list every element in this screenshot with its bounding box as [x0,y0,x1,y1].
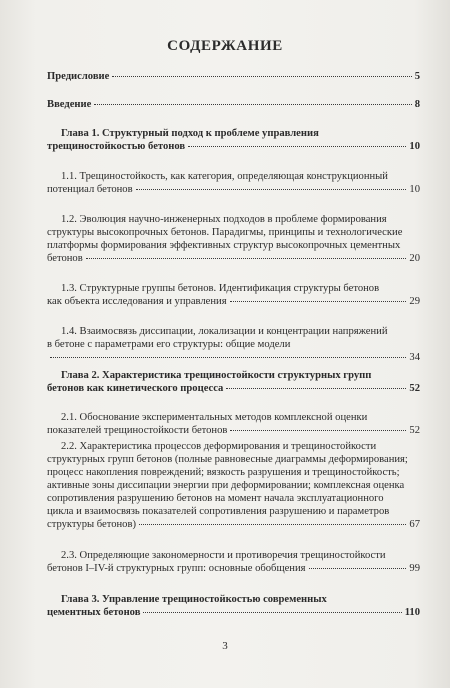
toc-entry[interactable] [47,127,420,153]
dot-leader [230,430,406,431]
toc-page-number: 34 [409,352,420,363]
toc-entry-line: 1.4. Взаимосвязь диссипации, локализации и концентрации напряжений [61,326,388,337]
toc-entry-line: активные зоны диссипации энергии при деформировании; комплексная оценка [47,480,405,491]
dot-leader [86,258,407,259]
toc-entry-label: потенциал бетонов [47,184,133,195]
toc-entry[interactable] [47,440,420,531]
toc-entry-line: цикла и взаимосвязь показателей сопротивления разрушению и параметров [47,506,390,517]
dot-leader [230,301,407,302]
dot-leader [94,104,411,105]
toc-entry-line: 1.3. Структурные группы бетонов. Идентификация структуры бетонов [61,283,380,294]
page-title: СОДЕРЖАНИЕ [167,38,283,54]
toc-entry-label: цементных бетонов [47,607,141,618]
toc-entry-line: 2.2. Характеристика процессов деформирования и трещиностойкости [61,441,377,452]
toc-entry-line: в бетоне с параметрами его структуры: общие модели [47,339,291,350]
toc-entry-label: структуры бетонов) [47,519,137,530]
toc-entry[interactable] [47,213,420,265]
dot-leader [309,568,407,569]
toc-entry-line: структуры высокопрочных бетонов. Парадигмы, принципы и технологические [47,227,403,238]
toc-entry-label: как объекта исследования и управления [47,296,227,307]
toc-entry[interactable] [47,282,420,308]
toc-entry-line: платформы формирования эффективных структур высокопрочных цементных [47,240,401,251]
dot-leader [112,76,411,77]
toc-entry-label: трещиностойкостью бетонов [47,141,186,152]
toc-page-number: 5 [414,71,420,82]
toc-entry[interactable] [47,549,420,575]
page-number: 3 [222,640,228,652]
toc-entry[interactable] [47,593,420,619]
toc-entry-line: сопротивления разрушению бетонов на момент начала эксплуатационного [47,493,384,504]
toc-entry-label: бетонов [47,253,83,264]
toc-page-number: 67 [409,519,420,530]
toc-entry-line: 1.2. Эволюция научно-инженерных подходов в проблеме формирования [61,214,387,225]
dot-leader [139,524,406,525]
toc-entry-line: структурных групп бетонов (полные равновесные диаграммы деформирования; [47,454,408,465]
toc-entry[interactable] [47,411,420,437]
toc-entry-line: 1.1. Трещиностойкость, как категория, определяющая конструкционный [61,171,388,182]
toc-entry-label: бетонов как кинетического процесса [47,383,224,394]
toc-page-number: 8 [414,99,420,110]
toc-entry[interactable] [47,70,420,83]
dot-leader [143,612,401,613]
dot-leader [226,388,406,389]
toc-entry-line: Глава 3. Управление трещиностойкостью современных [61,594,327,605]
toc-entry[interactable] [47,325,420,364]
toc-page-number: 110 [404,607,420,618]
toc-page-number: 99 [409,563,420,574]
toc-page-number: 10 [409,141,420,152]
toc-entry-label: бетонов I–IV-й структурных групп: основные обобщения [47,563,306,574]
toc-page-number: 20 [409,253,420,264]
toc-entry-line: 2.1. Обоснование экспериментальных методов комплексной оценки [61,412,368,423]
toc-entry-label: Введение [47,99,92,110]
dot-leader [188,146,406,147]
toc-entry-line: 2.3. Определяющие закономерности и противоречия трещиностойкости [61,550,386,561]
toc-entry-line: Глава 2. Характеристика трещиностойкости структурных групп [61,370,372,381]
toc-entry-line: процесс накопления повреждений; вязкость разрушения и трещиностойкость; [47,467,400,478]
toc-page-number: 52 [409,383,420,394]
toc-entry-label: показателей трещиностойкости бетонов [47,425,228,436]
toc-page-number: 29 [409,296,420,307]
dot-leader [50,357,406,358]
toc-entry[interactable] [47,369,420,395]
toc-entry-line: Глава 1. Структурный подход к проблеме управления [61,128,319,139]
toc-page-number: 10 [409,184,420,195]
toc-page-number: 52 [409,425,420,436]
toc-entry[interactable] [47,170,420,196]
toc-entry[interactable] [47,98,420,111]
toc-entry-label: Предисловие [47,71,110,82]
dot-leader [136,189,407,190]
